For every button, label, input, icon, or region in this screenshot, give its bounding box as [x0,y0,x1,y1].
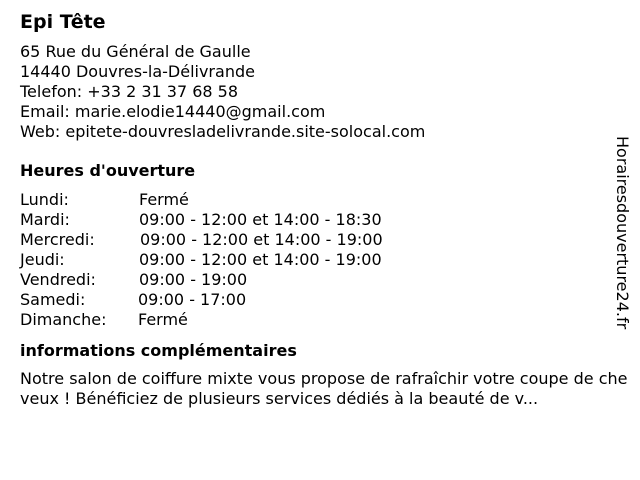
business-name: Epi Tête [20,11,106,33]
hours-table [20,190,632,330]
info-title: informations complémentaires [20,341,297,360]
business-card [20,10,632,409]
hours-row-jeudi [20,250,632,270]
hours-row-mercredi [20,230,632,250]
hours-day: Mardi: [20,210,70,229]
hours-time: 09:00 - 12:00 et 14:00 - 19:00 [140,230,383,249]
hours-row-lundi [20,190,632,210]
hours-day: Mercredi: [20,230,95,249]
hours-time: Fermé [138,310,188,329]
address-line-2: 14440 Douvres-la-Délivrande [20,62,255,81]
phone-line: Telefon: +33 2 31 37 68 58 [20,82,239,101]
hours-day: Dimanche: [20,310,107,329]
hours-time: 09:00 - 12:00 et 14:00 - 19:00 [139,250,382,269]
hours-day: Vendredi: [20,270,96,289]
hours-row-vendredi [20,270,632,290]
hours-time: Fermé [139,190,189,209]
email-line: Email: marie.elodie14440@gmail.com [20,102,326,121]
contact-block [20,42,632,142]
hours-row-samedi [20,290,632,310]
hours-row-dimanche [20,310,632,330]
hours-day: Samedi: [20,290,86,309]
hours-time: 09:00 - 19:00 [139,270,248,289]
hours-day: Lundi: [20,190,69,209]
hours-day: Jeudi: [20,250,65,269]
hours-time: 09:00 - 12:00 et 14:00 - 18:30 [139,210,382,229]
hours-title: Heures d'ouverture [20,161,196,180]
web-line: Web: epitete-douvresladelivrande.site-solocal.com [20,122,426,141]
brand-watermark: Horairesdouverture24.fr [613,136,632,330]
address-line-1: 65 Rue du Général de Gaulle [20,42,251,61]
hours-time: 09:00 - 17:00 [138,290,247,309]
hours-row-mardi [20,210,632,230]
info-description: Notre salon de coiffure mixte vous propose de rafraîchir votre coupe de cheveux ! Bénéficiez de plusieurs services dédiés à la beauté de v... [20,369,628,408]
